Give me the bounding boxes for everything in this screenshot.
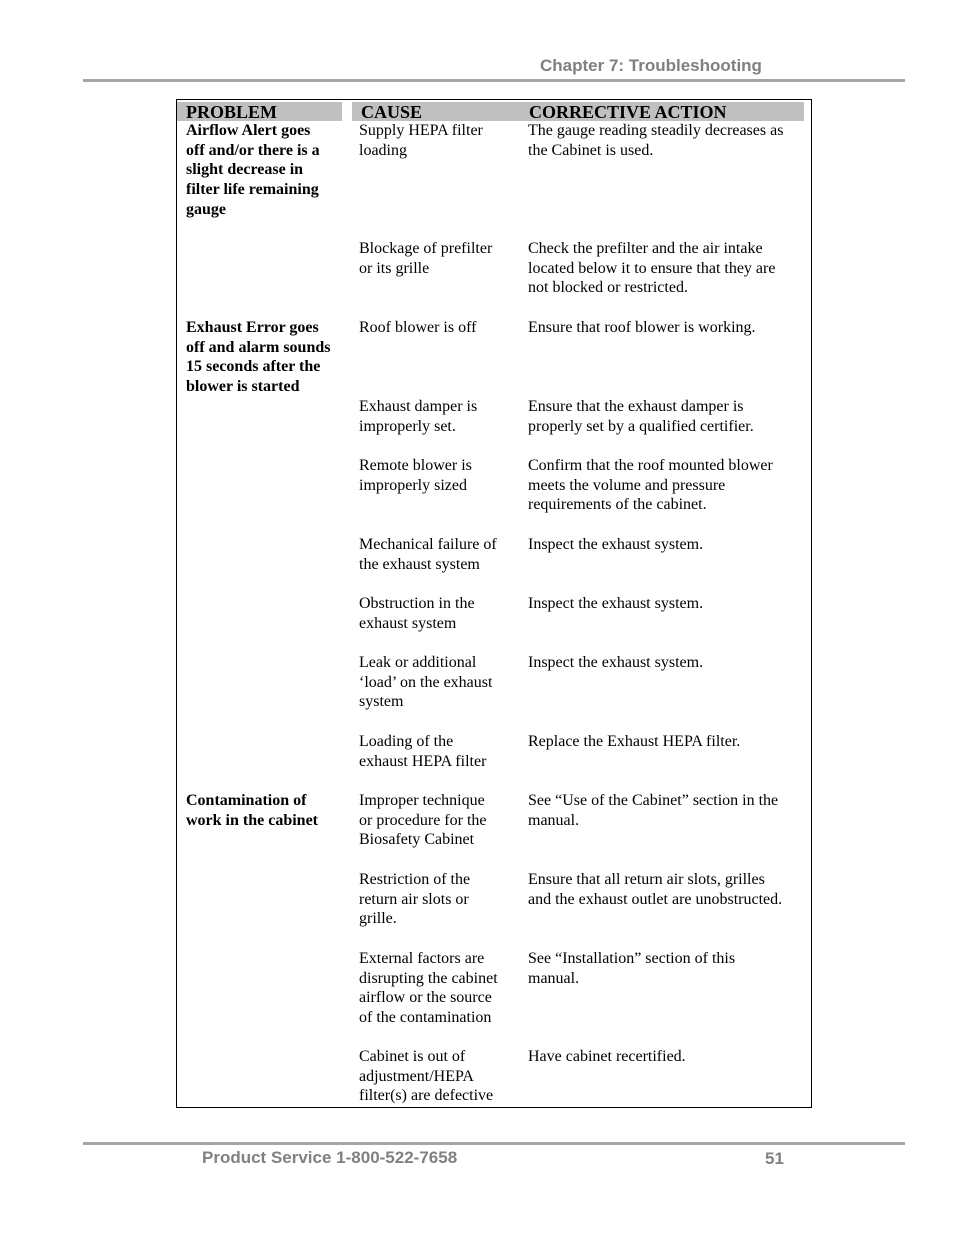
cause-cell: Loading of the exhaust HEPA filter (359, 733, 487, 770)
action-cell: Confirm that the roof mounted blower meets the volume and pressure requirements of the cabinet. (528, 457, 773, 514)
cause-cell: Remote blower is improperly sized (359, 457, 472, 494)
action-cell: Inspect the exhaust system. (528, 595, 704, 612)
action-cell: Ensure that roof blower is working. (528, 319, 756, 336)
cause-cell: Obstruction in the exhaust system (359, 595, 475, 632)
product-service-phone: Product Service 1-800-522-7658 (202, 1148, 458, 1167)
cause-cell: Restriction of the return air slots or grille. (359, 871, 471, 928)
action-cell: Inspect the exhaust system. (528, 536, 704, 553)
column-header-cause: CAUSE (352, 102, 522, 121)
header-divider (83, 79, 905, 82)
problem-cell: Contamination of work in the cabinet (186, 792, 318, 829)
chapter-title: Chapter 7: Troubleshooting (540, 56, 762, 75)
action-cell: See “Use of the Cabinet” section in the manual. (528, 792, 779, 829)
cause-cell: Improper technique or procedure for the Biosafety Cabinet (359, 792, 487, 849)
cause-cell: Exhaust damper is improperly set. (359, 398, 478, 435)
cause-cell: Leak or additional ‘load’ on the exhaust system (359, 654, 493, 711)
action-cell: Have cabinet recertified. (528, 1048, 686, 1065)
problem-cell: Airflow Alert goes off and/or there is a slight decrease in filter life remaining gauge (186, 122, 320, 218)
action-cell: Ensure that all return air slots, grilles and the exhaust outlet are unobstructed. (528, 871, 783, 908)
cause-cell: Roof blower is off (359, 319, 477, 336)
action-cell: The gauge reading steadily decreases as the Cabinet is used. (528, 122, 784, 159)
problem-cell: Exhaust Error goes off and alarm sounds 15 seconds after the blower is started (186, 319, 331, 396)
troubleshooting-table (176, 99, 812, 1108)
cause-cell: Cabinet is out of adjustment/HEPA filter(s) are defective (359, 1048, 494, 1105)
cause-cell: Mechanical failure of the exhaust system (359, 536, 497, 573)
page-number: 51 (765, 1149, 784, 1168)
action-cell: Ensure that the exhaust damper is properly set by a qualified certifier. (528, 398, 754, 435)
action-cell: See “Installation” section of this manual. (528, 950, 736, 987)
cause-cell: External factors are disrupting the cabinet airflow or the source of the contamination (359, 950, 498, 1027)
cause-cell: Blockage of prefilter or its grille (359, 240, 493, 277)
column-header-corrective-action: CORRECTIVE ACTION (520, 102, 804, 121)
action-cell: Check the prefilter and the air intake located below it to ensure that they are not blocked or restricted. (528, 240, 776, 297)
action-cell: Inspect the exhaust system. (528, 654, 704, 671)
cause-cell: Supply HEPA filter loading (359, 122, 483, 159)
column-header-problem: PROBLEM (177, 102, 342, 121)
footer-divider (83, 1142, 905, 1145)
action-cell: Replace the Exhaust HEPA filter. (528, 733, 741, 750)
